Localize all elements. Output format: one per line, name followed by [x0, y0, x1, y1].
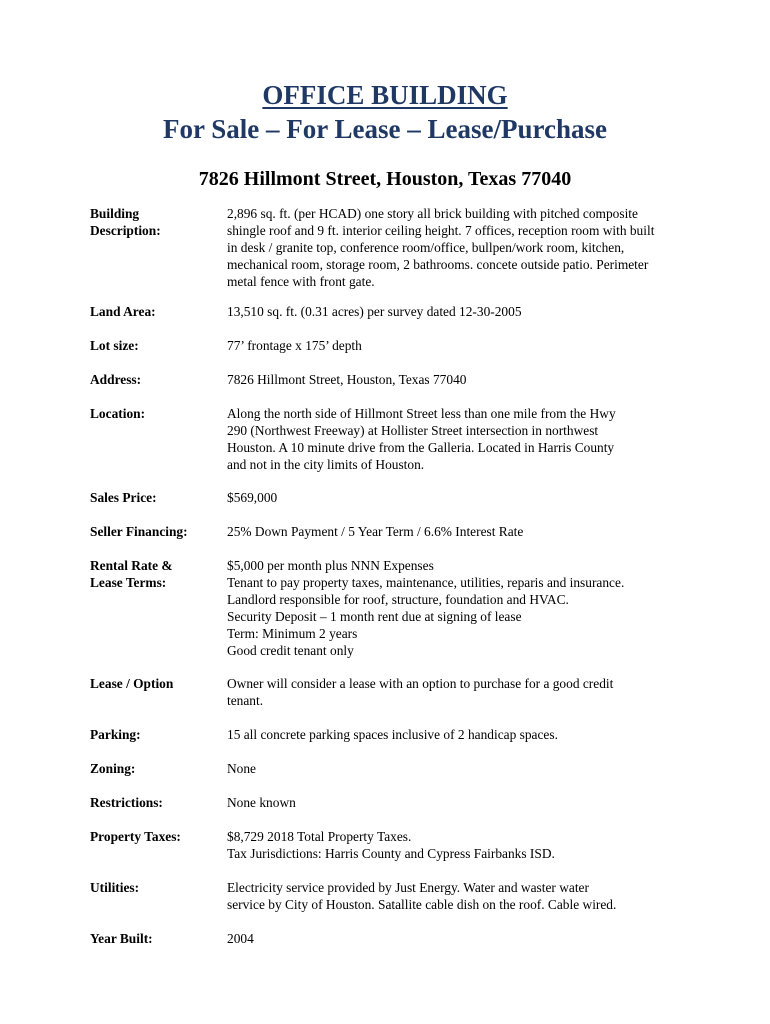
detail-value-line: 7826 Hillmont Street, Houston, Texas 77040: [227, 372, 467, 387]
detail-row: [90, 303, 727, 320]
detail-value-line: in desk / granite top, conference room/office, bullpen/work room, kitchen,: [227, 240, 625, 255]
detail-row: [90, 794, 727, 811]
detail-value-line: Term: Minimum 2 years: [227, 626, 358, 641]
detail-label: Seller Financing:: [90, 524, 188, 539]
detail-value-line: Tax Jurisdictions: Harris County and Cypress Fairbanks ISD.: [227, 846, 555, 861]
detail-value: [227, 205, 727, 290]
detail-value-line: Electricity service provided by Just Energy. Water and waster water: [227, 880, 589, 895]
detail-value-line: mechanical room, storage room, 2 bathrooms. concete outside patio. Perimeter: [227, 257, 649, 272]
detail-label: Lease / Option: [90, 676, 174, 691]
detail-row: [90, 879, 727, 913]
detail-value-line: $569,000: [227, 490, 278, 505]
detail-value: [227, 828, 727, 862]
detail-value: [227, 371, 727, 388]
detail-label: Property Taxes:: [90, 829, 181, 844]
detail-label: Lot size:: [90, 338, 139, 353]
detail-label: Year Built:: [90, 931, 153, 946]
page-title: OFFICE BUILDING: [262, 80, 508, 110]
detail-label: Land Area:: [90, 304, 156, 319]
detail-label: Location:: [90, 406, 146, 421]
detail-value-line: Along the north side of Hillmont Street less than one mile from the Hwy: [227, 406, 616, 421]
detail-row: [90, 760, 727, 777]
detail-label: Rental Rate & Lease Terms:: [90, 558, 173, 590]
detail-value-line: None known: [227, 795, 296, 810]
detail-row: [90, 405, 727, 473]
detail-label: Sales Price:: [90, 490, 157, 505]
detail-value: [227, 675, 727, 709]
detail-value-line: Houston. A 10 minute drive from the Galleria. Located in Harris County: [227, 440, 615, 455]
detail-value-line: 2,896 sq. ft. (per HCAD) one story all brick building with pitched composite: [227, 206, 638, 221]
detail-row: [90, 726, 727, 743]
page-subtitle: For Sale – For Lease – Lease/Purchase: [163, 114, 607, 144]
detail-row: [90, 337, 727, 354]
detail-row: [90, 930, 727, 947]
detail-value-line: 2004: [227, 931, 254, 946]
detail-row: [90, 205, 727, 290]
detail-value-line: metal fence with front gate.: [227, 274, 375, 289]
detail-value: [227, 557, 727, 659]
detail-row: [90, 557, 727, 659]
detail-label: Restrictions:: [90, 795, 163, 810]
detail-value-line: Landlord responsible for roof, structure, foundation and HVAC.: [227, 592, 569, 607]
detail-label: Utilities:: [90, 880, 140, 895]
detail-value-line: 13,510 sq. ft. (0.31 acres) per survey dated 12-30-2005: [227, 304, 522, 319]
detail-value-line: 25% Down Payment / 5 Year Term / 6.6% Interest Rate: [227, 524, 524, 539]
detail-value: [227, 760, 727, 777]
detail-value-line: 77’ frontage x 175’ depth: [227, 338, 362, 353]
detail-value-line: $8,729 2018 Total Property Taxes.: [227, 829, 412, 844]
detail-value-line: 290 (Northwest Freeway) at Hollister Street intersection in northwest: [227, 423, 599, 438]
detail-label: Address:: [90, 372, 142, 387]
detail-value-line: 15 all concrete parking spaces inclusive of 2 handicap spaces.: [227, 727, 558, 742]
detail-value-line: Tenant to pay property taxes, maintenance, utilities, reparis and insurance.: [227, 575, 625, 590]
detail-value-line: $5,000 per month plus NNN Expenses: [227, 558, 434, 573]
detail-value: [227, 405, 727, 473]
detail-value: [227, 523, 727, 540]
detail-value: [227, 930, 727, 947]
detail-row: [90, 523, 727, 540]
detail-value-line: tenant.: [227, 693, 264, 708]
property-address-heading: 7826 Hillmont Street, Houston, Texas 77040: [198, 168, 572, 190]
detail-value-line: Owner will consider a lease with an option to purchase for a good credit: [227, 676, 614, 691]
detail-label: Building Description:: [90, 206, 161, 238]
detail-row: [90, 371, 727, 388]
detail-value: [227, 489, 727, 506]
detail-row: [90, 828, 727, 862]
detail-value-line: Security Deposit – 1 month rent due at signing of lease: [227, 609, 522, 624]
detail-value: [227, 303, 727, 320]
detail-value: [227, 879, 727, 913]
detail-label: Parking:: [90, 727, 141, 742]
detail-value-line: and not in the city limits of Houston.: [227, 457, 425, 472]
detail-value: [227, 794, 727, 811]
detail-value-line: Good credit tenant only: [227, 643, 354, 658]
detail-value: [227, 337, 727, 354]
detail-value-line: None: [227, 761, 257, 776]
detail-value: [227, 726, 727, 743]
detail-row: [90, 675, 727, 709]
detail-value-line: shingle roof and 9 ft. interior ceiling height. 7 offices, reception room with built: [227, 223, 655, 238]
detail-row: [90, 489, 727, 506]
detail-value-line: service by City of Houston. Satallite cable dish on the roof. Cable wired.: [227, 897, 617, 912]
detail-label: Zoning:: [90, 761, 136, 776]
